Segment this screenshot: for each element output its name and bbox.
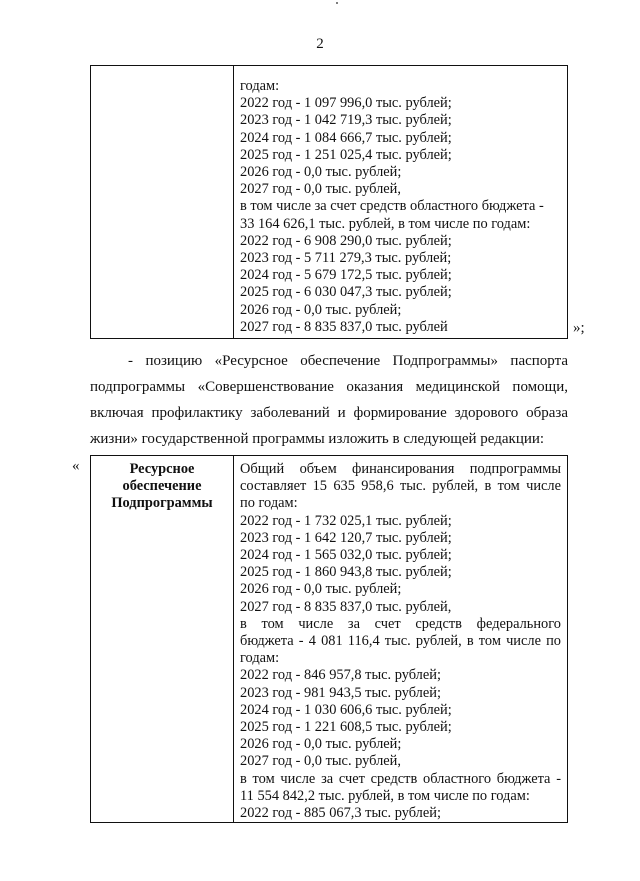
table-line: 2022 год - 1 732 025,1 тыс. рублей; (240, 512, 452, 529)
amendment-paragraph (90, 348, 568, 452)
table-resource-provision (90, 455, 568, 823)
table-line: 2026 год - 0,0 тыс. рублей; (240, 301, 402, 318)
table-line: в том числе за счет средств федерального (240, 615, 561, 632)
table-line: 2022 год - 846 957,8 тыс. рублей; (240, 667, 441, 684)
paragraph-line: включая профилактику заболеваний и формирование здорового образа (90, 405, 568, 421)
table-line: 2025 год - 1 251 025,4 тыс. рублей; (240, 146, 452, 163)
table-right-cell (234, 66, 568, 339)
table-continuation (90, 65, 568, 339)
closing-quote-mark: »; (573, 320, 585, 336)
opening-quote-mark: « (72, 458, 80, 474)
table-line: 2023 год - 1 042 719,3 тыс. рублей; (240, 112, 452, 129)
heading-line: обеспечение (122, 478, 202, 495)
table-line: 2026 год - 0,0 тыс. рублей; (240, 581, 402, 598)
table-line: Общий объем финансирования подпрограммы (240, 461, 561, 477)
table-line: в том числе за счет средств областного бюджета - (240, 198, 544, 215)
table-line: 2027 год - 8 835 837,0 тыс. рублей, (240, 598, 452, 615)
table-line: 2024 год - 1 030 606,6 тыс. рублей; (240, 701, 452, 718)
table-line: 2027 год - 0,0 тыс. рублей, (240, 753, 401, 770)
table-line: составляет 15 635 958,6 тыс. рублей, в том числе (240, 478, 561, 495)
table-line: 11 554 842,2 тыс. рублей, в том числе по годам: (240, 787, 530, 804)
table-line: 33 164 626,1 тыс. рублей, в том числе по годам: (240, 215, 531, 232)
table-line: 2026 год - 0,0 тыс. рублей; (240, 736, 402, 753)
table-line: бюджета - 4 081 116,4 тыс. рублей, в том числе по (240, 633, 561, 650)
table-line: 2023 год - 5 711 279,3 тыс. рублей; (240, 250, 452, 267)
table-line: 2025 год - 1 221 608,5 тыс. рублей; (240, 719, 452, 736)
paragraph-line: жизни» государственной программы изложить в следующей редакции: (90, 431, 545, 447)
table-line: 2024 год - 5 679 172,5 тыс. рублей; (240, 267, 452, 284)
table-line: 2025 год - 1 860 943,8 тыс. рублей; (240, 564, 452, 581)
table-left-cell-empty (91, 66, 234, 339)
table-line: 2025 год - 6 030 047,3 тыс. рублей; (240, 284, 452, 301)
table-line: 2022 год - 1 097 996,0 тыс. рублей; (240, 95, 452, 112)
table-line: годам: (240, 650, 280, 667)
table-line: 2027 год - 0,0 тыс. рублей, (240, 181, 401, 198)
table-line: 2024 год - 1 565 032,0 тыс. рублей; (240, 547, 452, 564)
table-line: в том числе за счет средств областного бюджета - (240, 770, 561, 787)
table-line: 2022 год - 6 908 290,0 тыс. рублей; (240, 232, 452, 249)
table-line: 2023 год - 981 943,5 тыс. рублей; (240, 684, 441, 701)
page-number: 2 (316, 36, 324, 52)
table-line: годам: (240, 78, 280, 94)
scan-speck (336, 2, 338, 4)
table-left-heading-cell (91, 456, 234, 823)
table-line: 2027 год - 8 835 837,0 тыс. рублей (240, 318, 448, 335)
table-line: 2023 год - 1 642 120,7 тыс. рублей; (240, 529, 452, 546)
heading-line: Подпрограммы (111, 495, 213, 512)
table-line: 2026 год - 0,0 тыс. рублей; (240, 164, 402, 181)
table-line: 2024 год - 1 084 666,7 тыс. рублей; (240, 129, 452, 146)
table-line: 2022 год - 885 067,3 тыс. рублей; (240, 805, 441, 822)
table-line: по годам: (240, 495, 298, 512)
table-right-cell (234, 456, 568, 823)
paragraph-line: подпрограммы «Совершенствование оказания медицинской помощи, (90, 379, 568, 395)
heading-line: Ресурсное (129, 461, 195, 477)
paragraph-line: - позицию «Ресурсное обеспечение Подпрограммы» паспорта (128, 353, 568, 369)
